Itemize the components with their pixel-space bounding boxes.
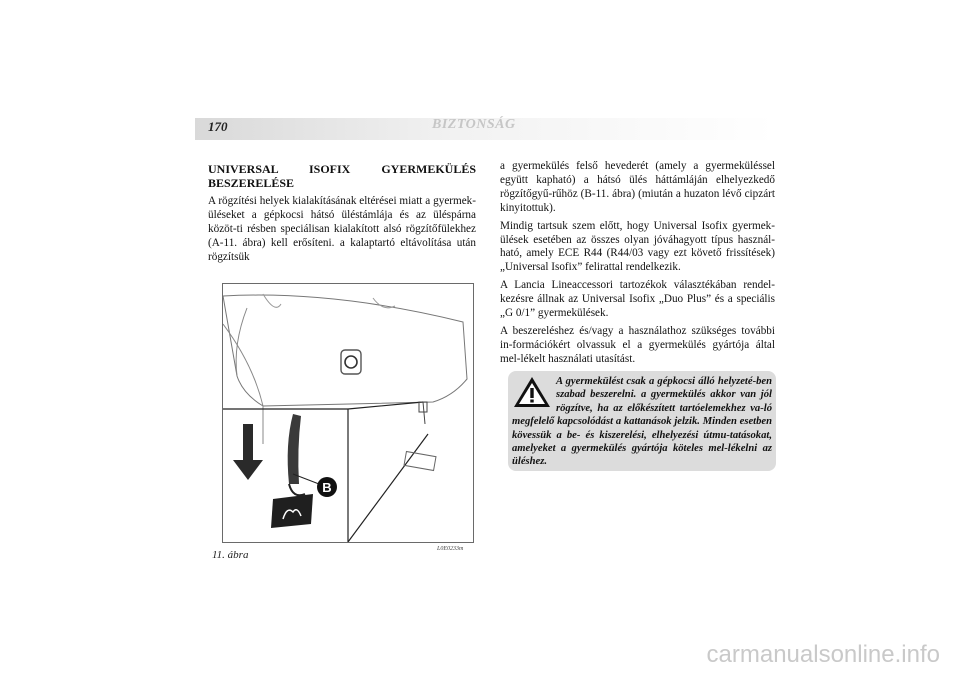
body-paragraph: Mindig tartsuk szem előtt, hogy Universal Isofix gyermek-ülések esetében az összes olyan jóváhagyott típus használ-ható, amely ECE R44 (R44/03 vagy ezt követő frissítések) „Universal Isofix” felirattal rendelkezik. xyxy=(500,219,775,274)
warning-triangle-icon xyxy=(512,375,552,409)
body-paragraph: A rögzítési helyek kialakításának eltérései miatt a gyermek-üléseket a gépkocsi hátsó üléstámlája és az üléspárna közöt-ti résben speciálisan kialakított alsó rögzítőfülekhez (A-11. ábra) kell erősíteni. a kalaptartó eltávolítása után rögzítsük xyxy=(208,195,476,263)
body-paragraph: a gyermekülés felső hevederét (amely a gyermeküléssel együtt kapható) a hátsó ülés háttámláján elhelyezkedő rögzítőgyű-rűhöz (B-11. ábra) (miután a huzaton lévő cipzárt kinyitottuk). xyxy=(500,160,775,214)
section-heading: UNIVERSAL ISOFIX GYERMEKÜLÉS BESZERELÉSE xyxy=(208,162,476,190)
figure-caption: 11. ábra xyxy=(212,549,249,561)
left-column xyxy=(208,162,476,269)
warning-content xyxy=(512,375,772,469)
warning-text: A gyermekülést csak a gépkocsi álló helyzeté-ben szabad beszerelni. a gyermekülés akkor van jól rögzítve, ha az előkészített tartóelemekhez va-ló megfelelő kapcsolódást a kattanások jelzik. Minden esetben kövessük a be- és kiszerelési, elhelyezési útmu-tatásokat, amelyeket a gyermekülés gyártója köteles mel-lékelni az üléshez. xyxy=(512,376,772,468)
body-paragraph: A Lancia Lineaccessori tartozékok választékában rendel-kezésre állnak az Universal Isofix „Duo Plus” és a speciális „G 0/1” gyermekülések. xyxy=(500,279,775,320)
right-column xyxy=(500,160,775,371)
figure-illustration xyxy=(222,283,474,543)
section-title: BIZTONSÁG xyxy=(432,117,516,132)
watermark: carmanualsonline.info xyxy=(706,641,940,668)
seat-anchor-illustration xyxy=(223,284,473,542)
callout-label: B xyxy=(322,480,332,495)
figure-code: L0E0233m xyxy=(437,546,464,552)
body-paragraph: A beszereléshez és/vagy a használathoz szükséges további in-formációkért olvassuk el a gyermekülés gyártója által mel-lékelt használati utasítást. xyxy=(500,324,775,365)
page-number: 170 xyxy=(208,119,228,134)
